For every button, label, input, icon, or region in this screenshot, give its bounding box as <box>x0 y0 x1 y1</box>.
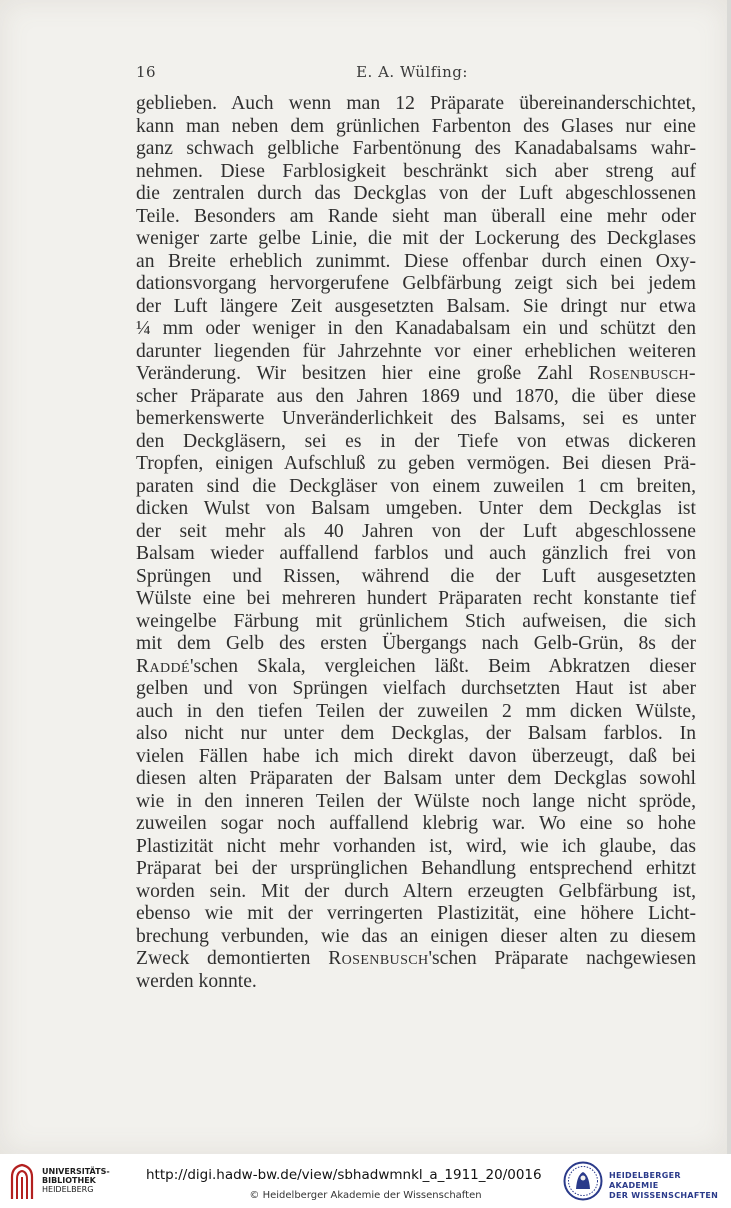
academy-seal-icon <box>563 1161 603 1201</box>
text-line: werden konnte. <box>136 970 257 992</box>
text-run: Zweck demontierten <box>136 948 329 969</box>
academy-name-line: DER WISSENSCHAFTEN <box>609 1191 719 1200</box>
text-line: vielen Fällen habe ich mich direkt davon überzeugt, daß bei <box>136 745 696 767</box>
text-line: scher Präparate aus den Jahren 1869 und 1870, die über diese <box>136 385 696 407</box>
page-number: 16 <box>136 63 157 81</box>
author-name-radde: Raddé <box>136 655 190 677</box>
text-line: bemerkenswerte Unveränderlichkeit des Balsams, sei es unter <box>136 408 696 429</box>
text-line: ganz schwach gelbliche Farbentönung des Kanadabalsams wahr- <box>136 138 696 159</box>
page-header <box>128 63 696 87</box>
text-line: Präparat bei der ursprünglichen Behandlung entsprechend erhitzt <box>136 858 696 879</box>
text-line: Balsam wieder auffallend farblos und auch gänzlich frei von <box>136 543 696 564</box>
text-line: nehmen. Diese Farblosigkeit beschränkt sich aber streng auf <box>136 160 696 182</box>
text-line: dicken Wulst von Balsam umgeben. Unter dem Deckglas ist <box>136 498 696 519</box>
text-line: diesen alten Präparaten der Balsam unter dem Deckglas sowohl <box>136 768 696 789</box>
text-line: weingelbe Färbung mit grünlichem Stich aufweisen, die sich <box>136 610 696 632</box>
text-line <box>136 656 696 679</box>
author-name-rosenbusch: Rosenbusch <box>328 948 429 969</box>
text-line: brechung verbunden, wie das an einigen dieser alten zu diesem <box>136 925 696 947</box>
text-run: 'schen Skala, vergleichen läßt. Beim Abkratzen dieser <box>189 655 696 677</box>
library-name-line: BIBLIOTHEK <box>42 1176 96 1185</box>
text-line: wie in den inneren Teilen der Wülste noch lange nicht spröde, <box>136 790 696 812</box>
permalink-url[interactable]: http://digi.hadw-bw.de/view/sbhadwmnkl_a_1911_20/0016 <box>146 1167 542 1183</box>
text-line: Teile. Besonders am Rande sieht man überall eine mehr oder <box>136 205 696 227</box>
running-head: E. A. Wülfing: <box>356 63 468 81</box>
text-line: der seit mehr als 40 Jahren von der Luft abgeschlossene <box>136 520 696 542</box>
text-line: ebenso wie mit der verringerten Plastizität, eine höhere Licht- <box>136 903 696 924</box>
digitization-footer <box>0 1154 731 1208</box>
text-line: also nicht nur unter dem Deckglas, der Balsam farblos. In <box>136 723 696 744</box>
text-line: kann man neben dem grünlichen Farbenton des Glases nur eine <box>136 115 696 137</box>
text-line: mit dem Gelb des ersten Übergangs nach Gelb-Grün, 8s der <box>136 633 696 654</box>
library-name-line: HEIDELBERG <box>42 1185 94 1194</box>
text-run: 'schen Präparate nachgewiesen <box>428 948 696 969</box>
text-line: paraten sind die Deckgläser von einem zuweilen 1 cm breiten, <box>136 475 696 497</box>
text-line: der Luft längere Zeit ausgesetzten Balsam. Sie dringt nur etwa <box>136 295 696 317</box>
body-text <box>136 93 696 993</box>
text-line: Tropfen, einigen Aufschluß zu geben vermögen. Bei diesen Prä- <box>136 453 696 474</box>
copyright-notice: © Heidelberger Akademie der Wissenschaften <box>249 1190 482 1201</box>
text-line: gelben und von Sprüngen vielfach durchsetzten Haut ist aber <box>136 678 696 699</box>
text-line: an Breite erheblich zunimmt. Diese offenbar durch einen Oxy- <box>136 250 696 272</box>
text-run: Veränderung. Wir besitzen hier eine große Zahl <box>136 363 589 384</box>
text-line: Plastizität nicht mehr vorhanden ist, wird, wie ich glaube, das <box>136 835 696 857</box>
text-line: auch in den tiefen Teilen der zuweilen 2 mm dicken Wülste, <box>136 700 696 722</box>
text-line: geblieben. Auch wenn man 12 Präparate übereinanderschichtet, <box>136 93 696 114</box>
author-name-rosenbusch: Rosenbusch- <box>588 363 696 384</box>
academy-name <box>609 1171 731 1201</box>
text-line: darunter liegenden für Jahrzehnte vor einer erheblichen weiteren <box>136 340 696 362</box>
text-line: worden sein. Mit der durch Altern erzeugten Gelbfärbung ist, <box>136 880 696 902</box>
text-line: den Deckgläsern, sei es in der Tiefe von etwas dickeren <box>136 430 696 452</box>
text-line: weniger zarte gelbe Linie, die mit der Lockerung des Deckglases <box>136 228 696 249</box>
text-line: Wülste eine bei mehreren hundert Präparaten recht konstante tief <box>136 588 696 609</box>
text-line <box>136 948 696 971</box>
text-line <box>136 363 696 386</box>
text-line: zuweilen sogar noch auffallend klebrig war. Wo eine so hohe <box>136 813 696 834</box>
text-line: die zentralen durch das Deckglas von der Luft abgeschlossenen <box>136 183 696 204</box>
text-line: Sprüngen und Rissen, während die der Luft ausgesetzten <box>136 565 696 587</box>
text-line: ¼ mm oder weniger in den Kanadabalsam ein und schützt den <box>136 318 696 339</box>
academy-name-line: HEIDELBERGER AKADEMIE <box>609 1171 681 1190</box>
library-name-line: UNIVERSITÄTS- <box>42 1167 110 1176</box>
text-line: dationsvorgang hervorgerufene Gelbfärbung zeigt sich bei jedem <box>136 273 696 294</box>
